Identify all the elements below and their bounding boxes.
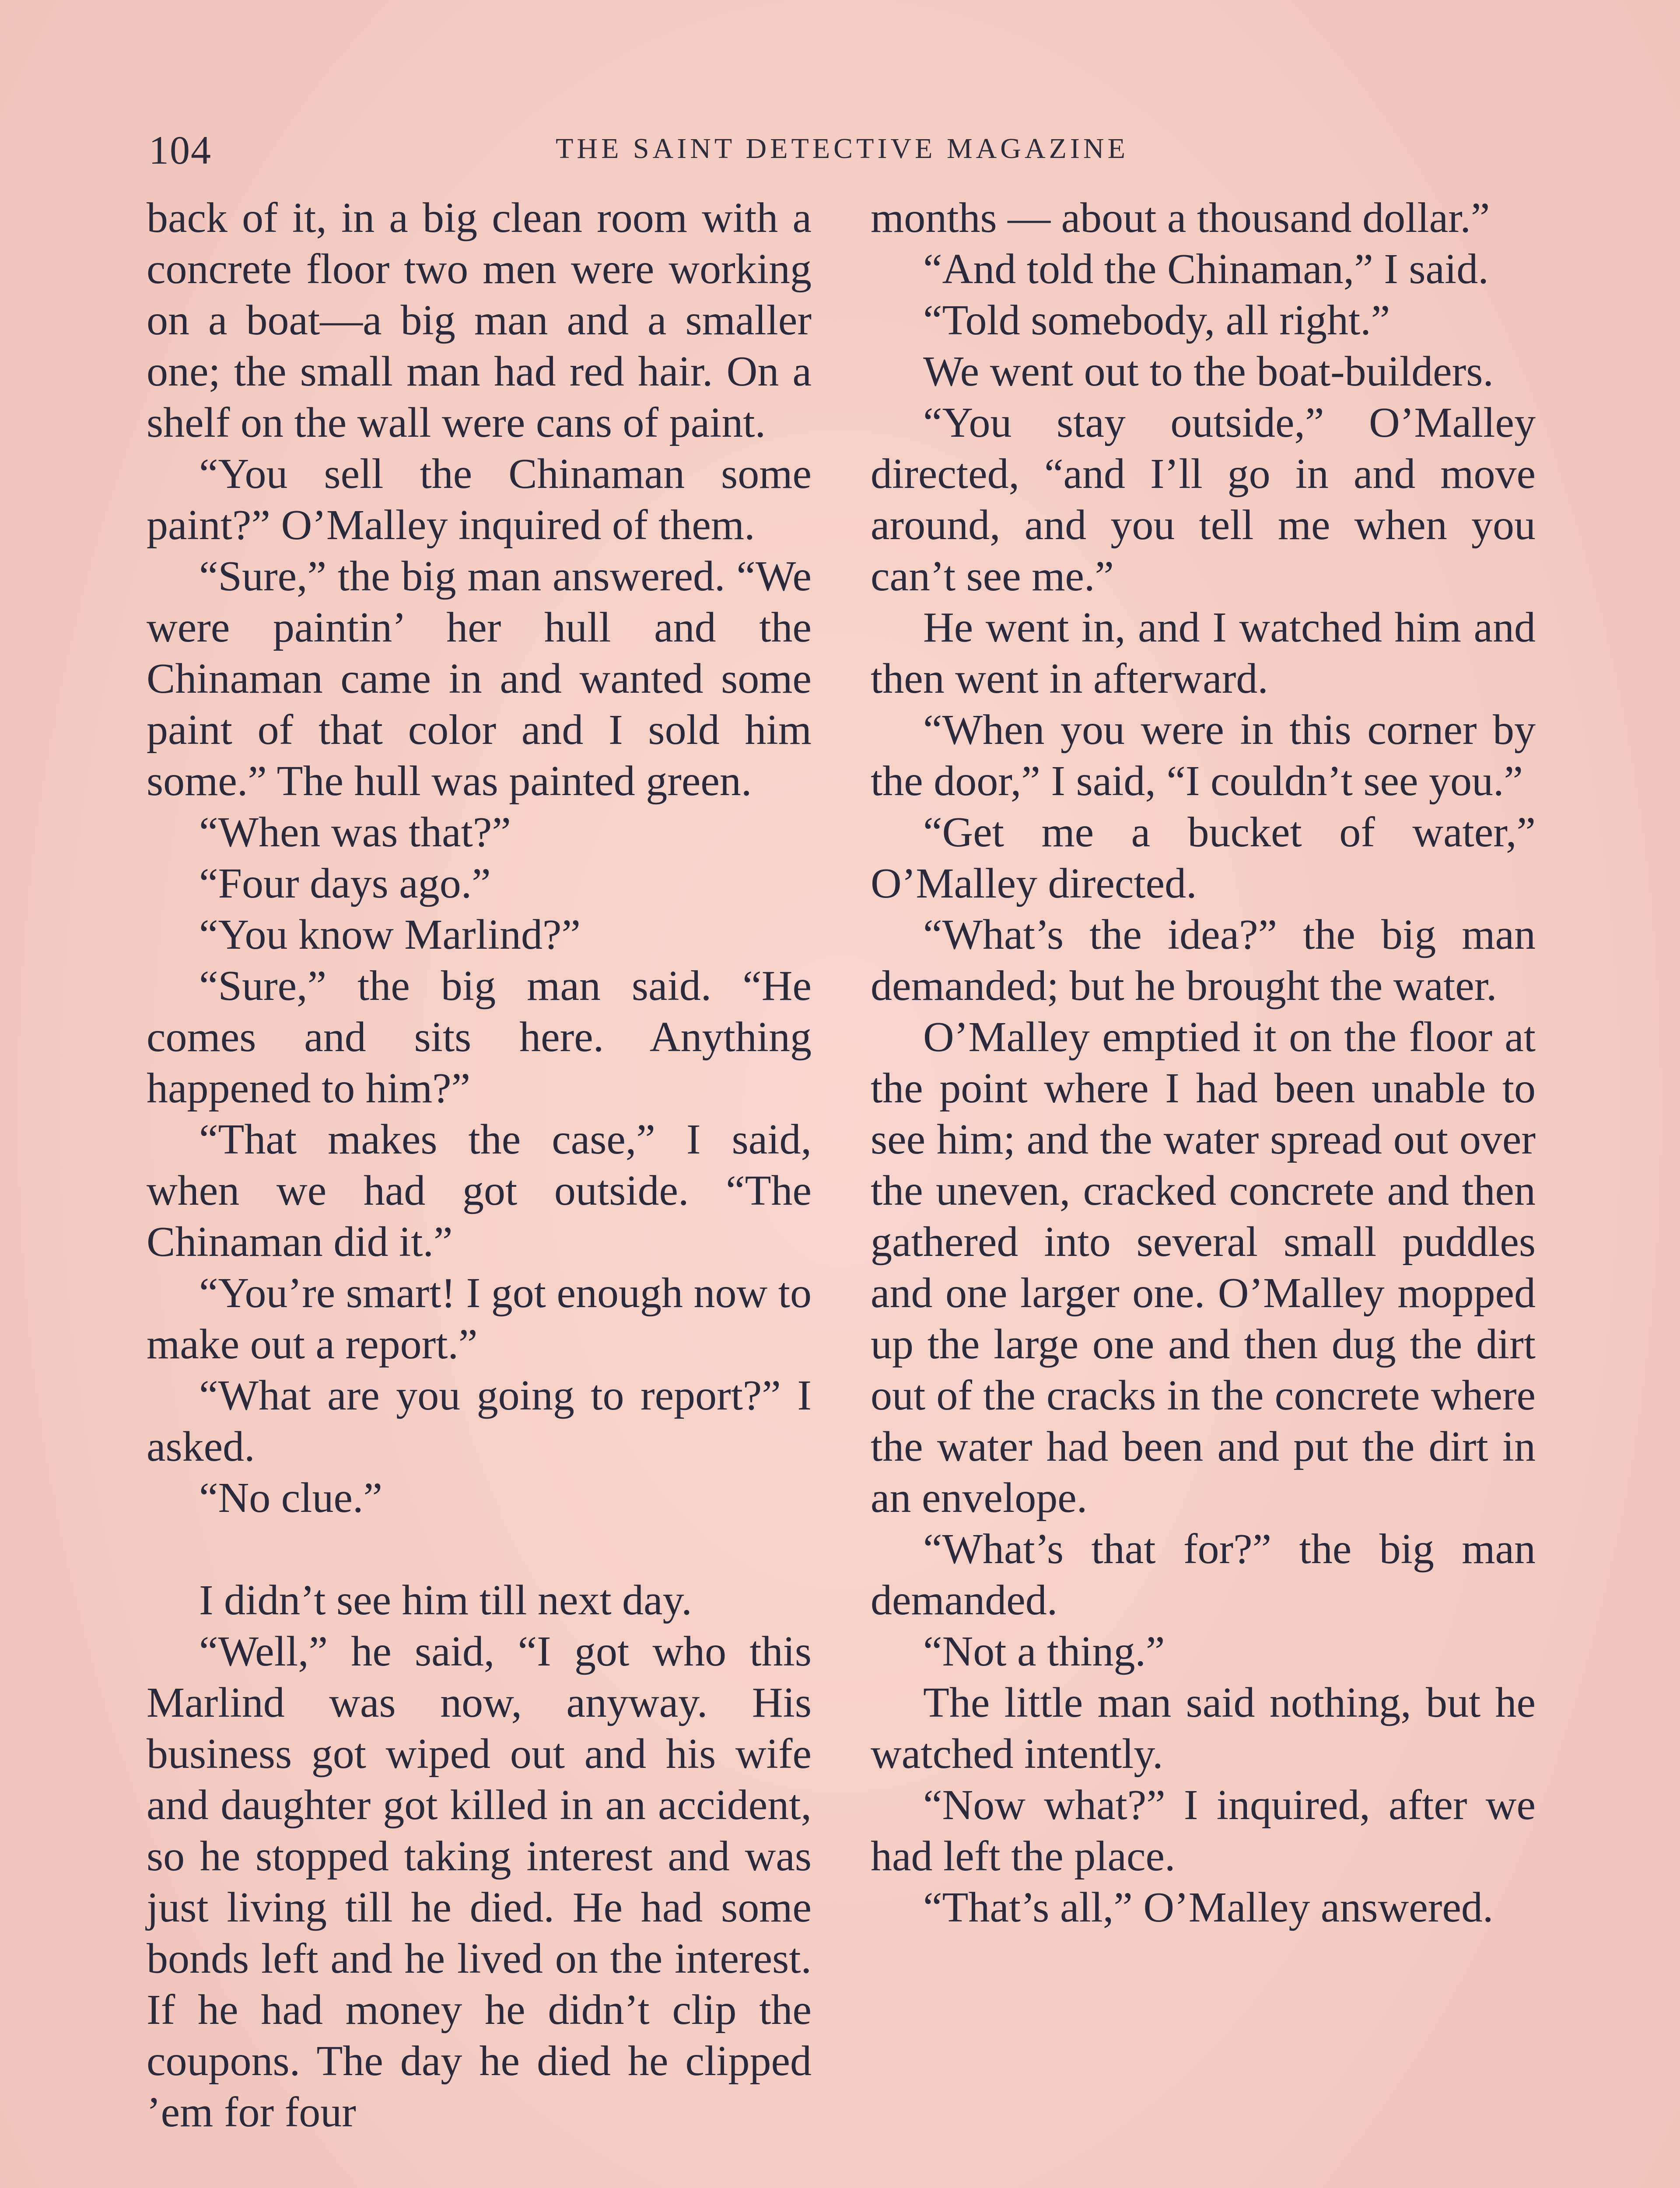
paragraph: “Sure,” the big man said. “He comes and sits here. Anything happened to him?”	[147, 962, 812, 1112]
paragraph: “Not a thing.”	[923, 1628, 1165, 1675]
paragraph: “Well,” he said, “I got who this Marlind was now, anyway. His business got wiped out and his wife and daughter got killed in an accident, so he stopped taking interest and was just living till he died. He had some bonds left and he lived on the interest. If he had money he didn’t clip the coupons. The day he died he clipped ’em for four	[147, 1628, 812, 2136]
paragraph: “That makes the case,” I said, when we had got outside. “The Chinaman did it.”	[147, 1116, 812, 1266]
paragraph: “When you were in this corner by the door,” I said, “I couldn’t see you.”	[871, 706, 1536, 805]
section-break	[147, 1524, 812, 1575]
paragraph: “Four days ago.”	[199, 860, 491, 907]
running-head: THE SAINT DETECTIVE MAGAZINE	[556, 133, 1129, 165]
paragraph: “Told somebody, all right.”	[923, 297, 1390, 344]
paragraph: “Now what?” I inquired, after we had left the place.	[871, 1781, 1536, 1880]
paragraph: “You sell the Chinaman some paint?” O’Malley inquired of them.	[147, 450, 812, 549]
paragraph: “Get me a bucket of water,” O’Malley directed.	[871, 809, 1536, 907]
paragraph: He went in, and I watched him and then went in afterward.	[871, 604, 1536, 702]
paragraph: “What’s the idea?” the big man demanded; but he brought the water.	[871, 911, 1536, 1010]
paragraph: “Sure,” the big man answered. “We were paintin’ her hull and the Chinaman came in and wanted some paint of that color and I sold him some.” The hull was painted green.	[147, 553, 812, 805]
paragraph: “You’re smart! I got enough now to make out a report.”	[147, 1269, 812, 1368]
paragraph: “You know Marlind?”	[199, 911, 581, 958]
paragraph: back of it, in a big clean room with a concrete floor two men were working on a boat—a big man and a smaller one; the small man had red hair. On a shelf on the wall were cans of paint.	[147, 194, 812, 446]
paragraph: “And told the Chinaman,” I said.	[923, 245, 1489, 293]
paragraph: The little man said nothing, but he watched intently.	[871, 1679, 1536, 1778]
paragraph: I didn’t see him till next day.	[199, 1577, 692, 1624]
right-column	[871, 193, 1536, 1933]
paragraph: We went out to the boat-builders.	[923, 348, 1494, 395]
paragraph: “You stay outside,” O’Malley directed, “and I’ll go in and move around, and you tell me when you can’t see me.”	[871, 399, 1536, 600]
paragraph: “What are you going to report?” I asked.	[147, 1372, 812, 1470]
paragraph: “That’s all,” O’Malley answered.	[923, 1884, 1494, 1931]
page-number: 104	[149, 128, 212, 172]
paragraph: months — about a thousand dollar.”	[871, 194, 1490, 242]
page-header	[149, 127, 1536, 179]
paragraph: “No clue.”	[199, 1474, 382, 1522]
left-column	[147, 193, 812, 2138]
paragraph: “What’s that for?” the big man demanded.	[871, 1525, 1536, 1624]
paragraph: O’Malley emptied it on the floor at the point where I had been unable to see him; and the water spread out over the uneven, cracked concrete and then gathered into several small puddles and one larger one. O’Malley mopped up the large one and then dug the dirt out of the cracks in the concrete where the water had been and put the dirt in an envelope.	[871, 1013, 1536, 1522]
paragraph: “When was that?”	[199, 809, 511, 856]
